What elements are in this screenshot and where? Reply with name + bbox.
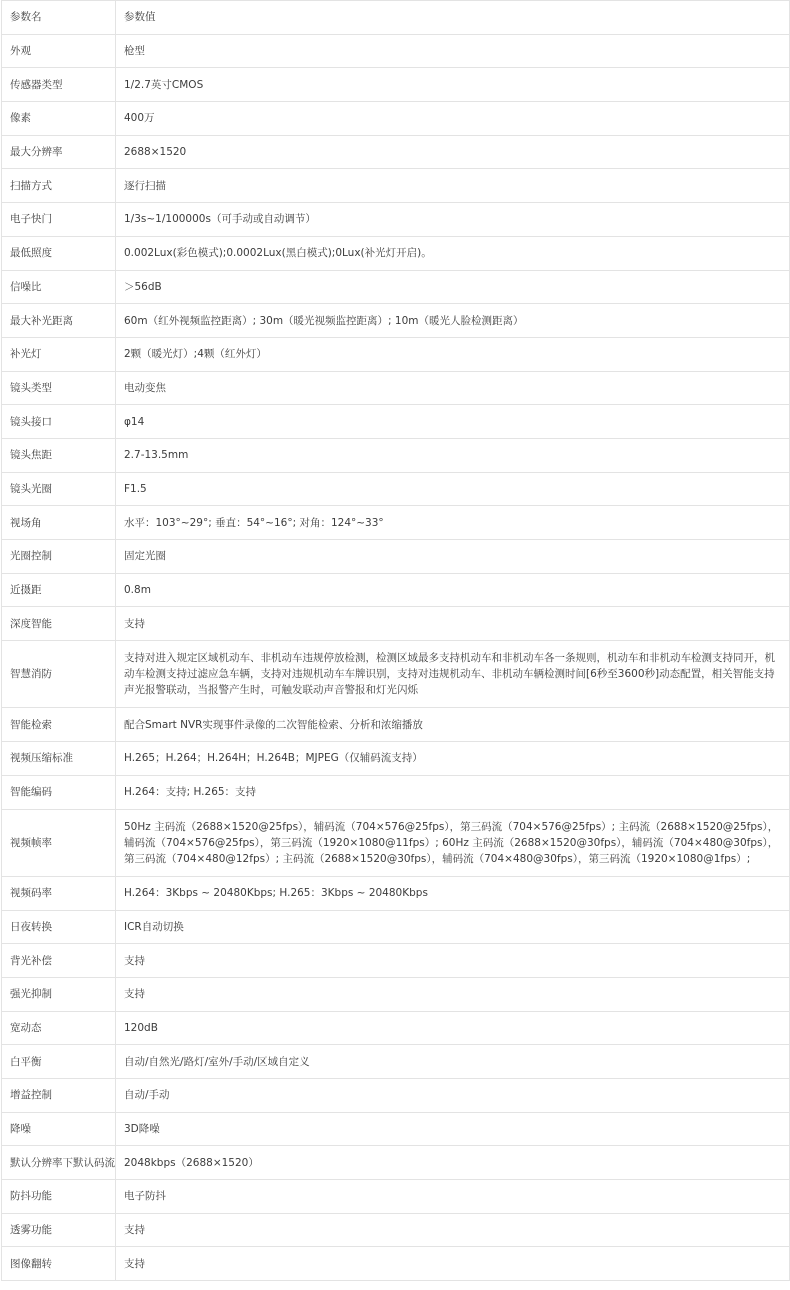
param-name-cell: 防抖功能 (2, 1180, 116, 1214)
param-value-cell: 2048kbps（2688×1520） (116, 1146, 790, 1180)
param-value-cell: 50Hz 主码流（2688×1520@25fps），辅码流（704×576@25fps），第三码流（704×576@25fps）; 主码流（2688×1520@25fps），辅码流（704×576@25fps），第三码流（1920×1080@11fps）; 60Hz 主码流（2688×1520@30fps），辅码流（704×480@30fps），第三码流（704×480@12fps）; 主码流（2688×1520@30fps），辅码流（704×480@30fps），第三码流（1920×1080@1fps）; (116, 809, 790, 876)
table-row (2, 371, 790, 405)
table-row (2, 809, 790, 876)
table-row (2, 472, 790, 506)
table-row (2, 1011, 790, 1045)
param-value-cell: 逐行扫描 (116, 169, 790, 203)
param-value-cell: 400万 (116, 102, 790, 136)
param-value-cell: 60m（红外视频监控距离）; 30m（暖光视频监控距离）; 10m（暖光人脸检测距离） (116, 304, 790, 338)
param-name-cell: 透雾功能 (2, 1213, 116, 1247)
param-value-cell: 支持 (116, 607, 790, 641)
param-name-cell: 补光灯 (2, 337, 116, 371)
table-row (2, 742, 790, 776)
param-value-cell: 水平：103°~29°; 垂直：54°~16°; 对角：124°~33° (116, 506, 790, 540)
param-name-cell: 电子快门 (2, 203, 116, 237)
param-name-cell: 外观 (2, 34, 116, 68)
table-row (2, 1213, 790, 1247)
param-name-cell: 信噪比 (2, 270, 116, 304)
table-header-row (2, 1, 790, 35)
table-row (2, 775, 790, 809)
param-value-cell: 枪型 (116, 34, 790, 68)
param-name-cell: 增益控制 (2, 1079, 116, 1113)
param-name-cell: 扫描方式 (2, 169, 116, 203)
param-name-cell: 图像翻转 (2, 1247, 116, 1281)
param-name-cell: 默认分辨率下默认码流 (2, 1146, 116, 1180)
table-row (2, 1112, 790, 1146)
param-value-cell: H.265；H.264；H.264H；H.264B；MJPEG（仅辅码流支持） (116, 742, 790, 776)
table-row (2, 337, 790, 371)
param-name-cell: 深度智能 (2, 607, 116, 641)
param-name-cell: 日夜转换 (2, 910, 116, 944)
header-name-cell: 参数名 (2, 1, 116, 35)
table-row (2, 135, 790, 169)
param-value-cell: H.264：3Kbps ~ 20480Kbps; H.265：3Kbps ~ 20480Kbps (116, 876, 790, 910)
param-name-cell: 背光补偿 (2, 944, 116, 978)
param-name-cell: 镜头焦距 (2, 438, 116, 472)
param-name-cell: 视频码率 (2, 876, 116, 910)
param-name-cell: 最低照度 (2, 236, 116, 270)
header-value-cell: 参数值 (116, 1, 790, 35)
param-name-cell: 视频压缩标准 (2, 742, 116, 776)
table-row (2, 304, 790, 338)
param-value-cell: 1/2.7英寸CMOS (116, 68, 790, 102)
param-value-cell: ICR自动切换 (116, 910, 790, 944)
table-row (2, 236, 790, 270)
param-value-cell: 3D降噪 (116, 1112, 790, 1146)
param-value-cell: 2颗（暖光灯）;4颗（红外灯） (116, 337, 790, 371)
table-row (2, 641, 790, 708)
param-value-cell: 电动变焦 (116, 371, 790, 405)
param-value-cell: 电子防抖 (116, 1180, 790, 1214)
param-value-cell: 配合Smart NVR实现事件录像的二次智能检索、分析和浓缩播放 (116, 708, 790, 742)
param-name-cell: 最大补光距离 (2, 304, 116, 338)
spec-table-body (2, 1, 790, 1281)
param-value-cell: 固定光圈 (116, 540, 790, 574)
table-row (2, 708, 790, 742)
param-value-cell: 支持 (116, 1247, 790, 1281)
table-row (2, 270, 790, 304)
param-name-cell: 镜头光圈 (2, 472, 116, 506)
param-name-cell: 镜头接口 (2, 405, 116, 439)
table-row (2, 438, 790, 472)
table-row (2, 573, 790, 607)
param-value-cell: 支持 (116, 977, 790, 1011)
param-value-cell: 1/3s~1/100000s（可手动或自动调节） (116, 203, 790, 237)
param-name-cell: 强光抑制 (2, 977, 116, 1011)
param-value-cell: 0.8m (116, 573, 790, 607)
param-name-cell: 智慧消防 (2, 641, 116, 708)
param-value-cell: 支持 (116, 1213, 790, 1247)
param-name-cell: 传感器类型 (2, 68, 116, 102)
param-name-cell: 像素 (2, 102, 116, 136)
table-row (2, 1247, 790, 1281)
table-row (2, 405, 790, 439)
table-row (2, 540, 790, 574)
table-row (2, 1180, 790, 1214)
param-value-cell: H.264：支持; H.265：支持 (116, 775, 790, 809)
table-row (2, 1146, 790, 1180)
param-value-cell: 支持对进入规定区域机动车、非机动车违规停放检测，检测区域最多支持机动车和非机动车各一条规则，机动车和非机动车检测支持同开，机动车检测支持过滤应急车辆，支持对违规机动车车牌识别，支持对违规机动车、非机动车辆检测时间[6秒至3600秒]动态配置，相关智能支持声光报警联动，当报警产生时，可触发联动声音警报和灯光闪烁 (116, 641, 790, 708)
table-row (2, 68, 790, 102)
param-value-cell: φ14 (116, 405, 790, 439)
param-name-cell: 光圈控制 (2, 540, 116, 574)
table-row (2, 506, 790, 540)
table-row (2, 876, 790, 910)
param-value-cell: 2688×1520 (116, 135, 790, 169)
param-name-cell: 智能检索 (2, 708, 116, 742)
param-value-cell: ＞56dB (116, 270, 790, 304)
param-value-cell: 0.002Lux(彩色模式);0.0002Lux(黑白模式);0Lux(补光灯开启)。 (116, 236, 790, 270)
param-value-cell: F1.5 (116, 472, 790, 506)
table-row (2, 607, 790, 641)
spec-table (1, 0, 790, 1281)
table-row (2, 102, 790, 136)
param-value-cell: 支持 (116, 944, 790, 978)
param-value-cell: 自动/手动 (116, 1079, 790, 1113)
param-name-cell: 视频帧率 (2, 809, 116, 876)
table-row (2, 203, 790, 237)
table-row (2, 977, 790, 1011)
param-name-cell: 视场角 (2, 506, 116, 540)
param-name-cell: 最大分辨率 (2, 135, 116, 169)
param-name-cell: 降噪 (2, 1112, 116, 1146)
table-row (2, 169, 790, 203)
table-row (2, 944, 790, 978)
param-name-cell: 智能编码 (2, 775, 116, 809)
table-row (2, 34, 790, 68)
param-name-cell: 宽动态 (2, 1011, 116, 1045)
param-name-cell: 白平衡 (2, 1045, 116, 1079)
param-name-cell: 近摄距 (2, 573, 116, 607)
table-row (2, 1079, 790, 1113)
param-value-cell: 自动/自然光/路灯/室外/手动/区域自定义 (116, 1045, 790, 1079)
param-name-cell: 镜头类型 (2, 371, 116, 405)
table-row (2, 910, 790, 944)
param-value-cell: 2.7-13.5mm (116, 438, 790, 472)
table-row (2, 1045, 790, 1079)
param-value-cell: 120dB (116, 1011, 790, 1045)
